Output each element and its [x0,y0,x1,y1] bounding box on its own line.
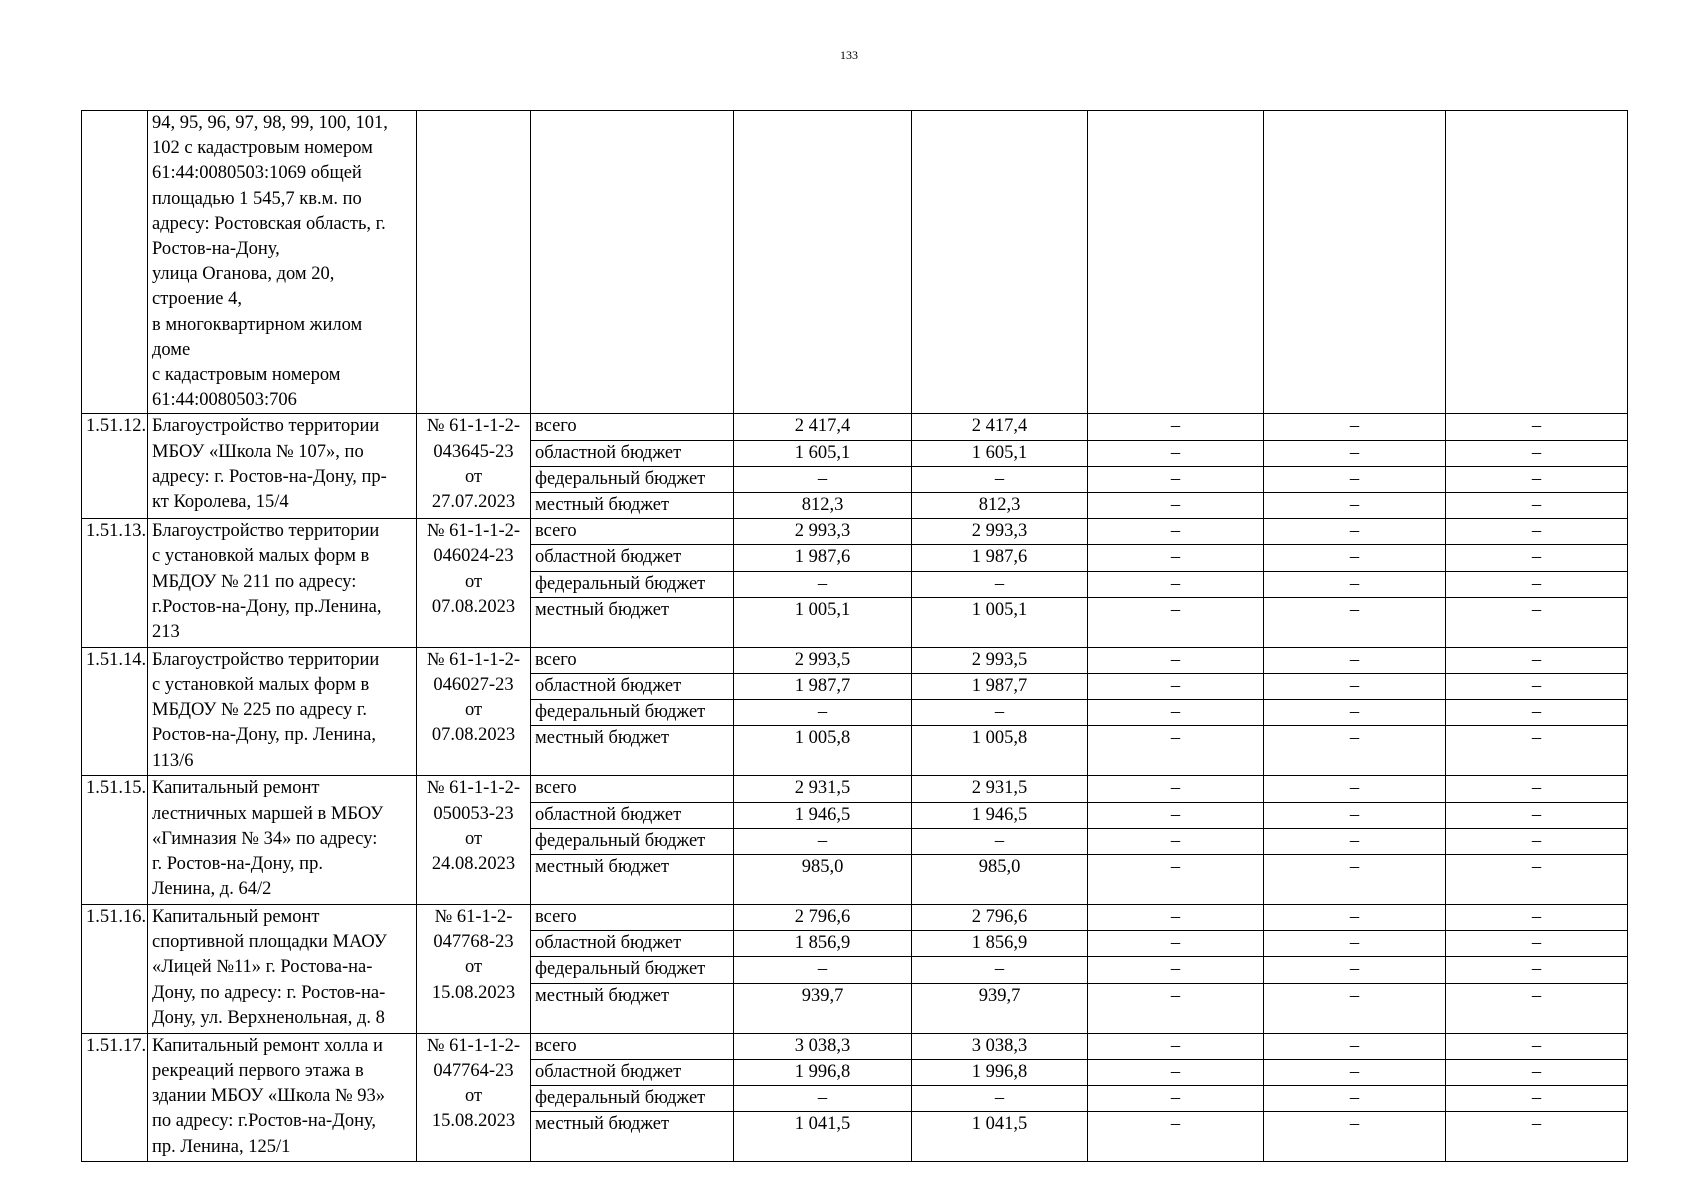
amount-dash: – [1264,1033,1446,1059]
document-reference-cell [417,414,531,519]
item-number: 1.51.15. [82,776,148,905]
amount-total: 2 796,6 [734,905,912,931]
amount-dash: – [1088,519,1264,545]
document-reference-line: 15.08.2023 [431,1111,516,1132]
funding-source: всего [531,414,734,440]
object-name-line: 113/6 [152,750,194,771]
amount-dash: – [1446,700,1628,726]
amount-dash: – [1446,519,1628,545]
amount-total: 1 041,5 [734,1112,912,1162]
object-name-line: спортивной площадки МАОУ [152,932,387,953]
amount-year: – [912,828,1088,854]
object-name-line: Капитальный ремонт [152,907,320,928]
object-name-line: г. Ростов-на-Дону, пр. [152,854,323,875]
amount-total: – [734,466,912,492]
amount-total: 1 005,8 [734,726,912,776]
funding-source: областной бюджет [531,674,734,700]
funding-source: местный бюджет [531,597,734,647]
amount-dash: – [1264,1059,1446,1085]
amount-total: 2 417,4 [734,414,912,440]
amount-dash: – [1088,440,1264,466]
amount-total: 1 005,1 [734,597,912,647]
amount-dash: – [1088,1086,1264,1112]
object-name-line: Ростов-на-Дону, пр. Ленина, [152,725,376,746]
object-name-line: «Гимназия № 34» по адресу: [152,828,378,849]
document-reference-line: № 61-1-1-2- [426,521,521,542]
amount-year: 812,3 [912,493,1088,519]
amount-dash: – [1088,957,1264,983]
section-row [82,776,1628,802]
funding-source: местный бюджет [531,855,734,905]
description-line: 61:44:0080503:1069 общей [152,163,362,184]
amount-year: 1 856,9 [912,931,1088,957]
description-line: адресу: Ростовская область, г. [152,213,386,234]
amount-year: 2 417,4 [912,414,1088,440]
amount-dash: – [1446,1086,1628,1112]
amount-dash: – [1088,776,1264,802]
amount-dash: – [1264,957,1446,983]
amount-total: 1 856,9 [734,931,912,957]
amount-dash: – [1264,905,1446,931]
amount-dash: – [1446,828,1628,854]
funding-source: областной бюджет [531,545,734,571]
amount-dash: – [1264,647,1446,673]
object-name-line: с установкой малых форм в [152,546,370,567]
document-reference-line: 07.08.2023 [431,596,516,617]
amount-total: 2 993,5 [734,647,912,673]
amount-dash: – [1264,931,1446,957]
amount-dash: – [1088,571,1264,597]
amount-dash: – [1446,726,1628,776]
document-reference-line: от [464,571,483,592]
item-number: 1.51.13. [82,519,148,648]
funding-source: федеральный бюджет [531,700,734,726]
document-reference-line: 043645-23 [433,441,514,462]
amount-dash: – [1088,674,1264,700]
object-name-cell [148,1033,417,1162]
object-name-line: по адресу: г.Ростов-на-Дону, [152,1111,376,1132]
amount-dash: – [1088,597,1264,647]
document-reference-cell [417,776,531,905]
object-name-line: Благоустройство территории [152,416,380,437]
funding-source: местный бюджет [531,1112,734,1162]
amount-dash: – [1088,493,1264,519]
amount-dash: – [1446,414,1628,440]
object-name-line: кт Королева, 15/4 [152,492,289,513]
amount-dash: – [1088,905,1264,931]
amount-year: – [912,466,1088,492]
object-name-cell [148,905,417,1034]
amount-dash: – [1264,855,1446,905]
funding-source: всего [531,905,734,931]
continuation-row [82,111,1628,414]
amount-total: – [734,828,912,854]
amount-dash: – [1264,493,1446,519]
funding-source: федеральный бюджет [531,828,734,854]
amount-dash: – [1264,1086,1446,1112]
amount-total: 3 038,3 [734,1033,912,1059]
document-reference-line: от [464,828,483,849]
document-reference-cell [417,1033,531,1162]
empty-cell [417,111,531,414]
amount-year: 939,7 [912,983,1088,1033]
object-name-line: здании МБОУ «Школа № 93» [152,1086,385,1107]
object-name-line: Благоустройство территории [152,521,380,542]
amount-total: – [734,957,912,983]
amount-year: 1 005,1 [912,597,1088,647]
document-reference-line: 047768-23 [433,932,514,953]
item-number: 1.51.14. [82,647,148,776]
amount-dash: – [1264,440,1446,466]
amount-total: 1 996,8 [734,1059,912,1085]
section-row [82,519,1628,545]
object-name-line: лестничных маршей в МБОУ [152,803,384,824]
amount-dash: – [1446,931,1628,957]
document-reference-line: от [464,700,483,721]
empty-cell [1264,111,1446,414]
object-name-line: МБДОУ № 225 по адресу г. [152,700,367,721]
amount-year: 1 005,8 [912,726,1088,776]
document-reference-line: 047764-23 [433,1060,514,1081]
item-number: 1.51.16. [82,905,148,1034]
amount-dash: – [1264,802,1446,828]
amount-year: 1 987,6 [912,545,1088,571]
amount-dash: – [1446,571,1628,597]
amount-dash: – [1264,828,1446,854]
amount-dash: – [1446,957,1628,983]
section-row [82,905,1628,931]
object-name-cell [148,647,417,776]
amount-year: 2 993,3 [912,519,1088,545]
document-reference-line: 15.08.2023 [431,982,516,1003]
amount-dash: – [1264,983,1446,1033]
funding-source: областной бюджет [531,1059,734,1085]
amount-dash: – [1088,700,1264,726]
amount-year: 1 996,8 [912,1059,1088,1085]
amount-year: – [912,957,1088,983]
budget-table [81,110,1628,1162]
funding-source: федеральный бюджет [531,1086,734,1112]
amount-dash: – [1446,983,1628,1033]
funding-source: всего [531,647,734,673]
description-line: в многоквартирном жилом [152,314,363,335]
document-reference-line: 24.08.2023 [431,854,516,875]
amount-year: 1 946,5 [912,802,1088,828]
object-name-line: МБДОУ № 211 по адресу: [152,571,357,592]
object-name-line: г.Ростов-на-Дону, пр.Ленина, [152,596,382,617]
document-reference-line: 07.08.2023 [431,725,516,746]
amount-dash: – [1446,647,1628,673]
object-name-line: 213 [152,622,180,643]
document-reference-line: 046027-23 [433,675,514,696]
amount-year: 3 038,3 [912,1033,1088,1059]
empty-cell [734,111,912,414]
empty-cell [1088,111,1264,414]
amount-dash: – [1088,466,1264,492]
amount-year: 1 041,5 [912,1112,1088,1162]
amount-dash: – [1446,1033,1628,1059]
funding-source: федеральный бюджет [531,571,734,597]
document-reference-line: № 61-1-1-2- [426,778,521,799]
amount-dash: – [1446,493,1628,519]
amount-total: 2 993,3 [734,519,912,545]
amount-year: – [912,700,1088,726]
object-name-cell [148,414,417,519]
funding-source: областной бюджет [531,440,734,466]
document-reference-line: № 61-1-1-2- [426,1035,521,1056]
description-line: 94, 95, 96, 97, 98, 99, 100, 101, [152,113,388,133]
amount-dash: – [1264,1112,1446,1162]
amount-total: 1 987,7 [734,674,912,700]
object-name-line: «Лицей №11» г. Ростова-на- [152,957,373,978]
item-number: 1.51.12. [82,414,148,519]
empty-cell [1446,111,1628,414]
document-reference-line: 27.07.2023 [431,492,516,513]
amount-dash: – [1088,1112,1264,1162]
amount-year: – [912,571,1088,597]
funding-source: местный бюджет [531,726,734,776]
document-reference-line: № 61-1-2- [434,907,513,928]
amount-dash: – [1088,983,1264,1033]
funding-source: местный бюджет [531,983,734,1033]
amount-total: – [734,700,912,726]
object-name-line: рекреаций первого этажа в [152,1060,364,1081]
document-reference-line: от [464,466,483,487]
description-line: доме [152,339,191,360]
description-line: 61:44:0080503:706 [152,390,297,411]
amount-dash: – [1264,519,1446,545]
amount-total: 1 946,5 [734,802,912,828]
amount-dash: – [1088,545,1264,571]
page-number: 133 [840,48,858,62]
description-line: улица Оганова, дом 20, [152,264,335,285]
amount-total: – [734,571,912,597]
funding-source: областной бюджет [531,802,734,828]
amount-total: 985,0 [734,855,912,905]
amount-year: 2 993,5 [912,647,1088,673]
description-line: Ростов-на-Дону, [152,239,280,260]
section-row [82,414,1628,440]
document-reference-cell [417,905,531,1034]
object-name-line: Дону, ул. Верхненольная, д. 8 [152,1007,385,1028]
amount-total: 2 931,5 [734,776,912,802]
amount-dash: – [1446,802,1628,828]
description-line: с кадастровым номером [152,365,341,386]
empty-cell [531,111,734,414]
amount-dash: – [1446,776,1628,802]
amount-dash: – [1088,726,1264,776]
amount-dash: – [1264,726,1446,776]
object-name-line: Капитальный ремонт холла и [152,1035,383,1056]
funding-source: федеральный бюджет [531,466,734,492]
amount-dash: – [1446,597,1628,647]
funding-source: всего [531,776,734,802]
amount-dash: – [1088,414,1264,440]
amount-dash: – [1264,466,1446,492]
amount-year: 1 987,7 [912,674,1088,700]
amount-total: 1 605,1 [734,440,912,466]
object-name-line: Благоустройство территории [152,649,380,670]
amount-dash: – [1446,674,1628,700]
object-name-cell [148,776,417,905]
document-reference-line: от [464,957,483,978]
amount-dash: – [1088,647,1264,673]
object-name-line: пр. Ленина, 125/1 [152,1136,291,1157]
amount-total: 812,3 [734,493,912,519]
document-reference-line: 050053-23 [433,803,514,824]
amount-dash: – [1088,1059,1264,1085]
amount-dash: – [1088,855,1264,905]
number-cell [82,111,148,414]
funding-source: областной бюджет [531,931,734,957]
amount-total: 939,7 [734,983,912,1033]
amount-dash: – [1446,1112,1628,1162]
document-reference-cell [417,647,531,776]
section-row [82,647,1628,673]
object-name-line: Ленина, д. 64/2 [152,879,272,900]
object-name-line: Капитальный ремонт [152,778,320,799]
amount-total: 1 987,6 [734,545,912,571]
amount-dash: – [1264,545,1446,571]
amount-dash: – [1088,1033,1264,1059]
amount-dash: – [1264,414,1446,440]
amount-year: – [912,1086,1088,1112]
amount-dash: – [1446,1059,1628,1085]
description-line: 102 с кадастровым номером [152,138,373,159]
document-reference-line: № 61-1-1-2- [426,416,521,437]
amount-year: 2 931,5 [912,776,1088,802]
amount-year: 2 796,6 [912,905,1088,931]
document-reference-line: № 61-1-1-2- [426,649,521,670]
funding-source: местный бюджет [531,493,734,519]
amount-dash: – [1446,905,1628,931]
description-line: строение 4, [152,289,242,310]
amount-dash: – [1088,931,1264,957]
object-name-line: с установкой малых форм в [152,675,370,696]
amount-dash: – [1264,571,1446,597]
object-name-line: МБОУ «Школа № 107», по [152,441,364,462]
object-description-cell [148,111,417,414]
amount-dash: – [1264,674,1446,700]
amount-year: 985,0 [912,855,1088,905]
funding-source: всего [531,519,734,545]
amount-dash: – [1264,776,1446,802]
amount-dash: – [1446,440,1628,466]
description-line: площадью 1 545,7 кв.м. по [152,188,362,209]
amount-dash: – [1264,597,1446,647]
item-number: 1.51.17. [82,1033,148,1162]
amount-dash: – [1088,802,1264,828]
funding-source: федеральный бюджет [531,957,734,983]
amount-dash: – [1446,855,1628,905]
object-name-line: Дону, по адресу: г. Ростов-на- [152,982,386,1003]
document-reference-line: 046024-23 [433,546,514,567]
amount-total: – [734,1086,912,1112]
document-reference-line: от [464,1086,483,1107]
object-name-cell [148,519,417,648]
amount-dash: – [1264,700,1446,726]
empty-cell [912,111,1088,414]
amount-dash: – [1446,545,1628,571]
section-row [82,1033,1628,1059]
object-name-line: адресу: г. Ростов-на-Дону, пр- [152,466,387,487]
amount-dash: – [1088,828,1264,854]
document-reference-cell [417,519,531,648]
funding-source: всего [531,1033,734,1059]
amount-dash: – [1446,466,1628,492]
amount-year: 1 605,1 [912,440,1088,466]
